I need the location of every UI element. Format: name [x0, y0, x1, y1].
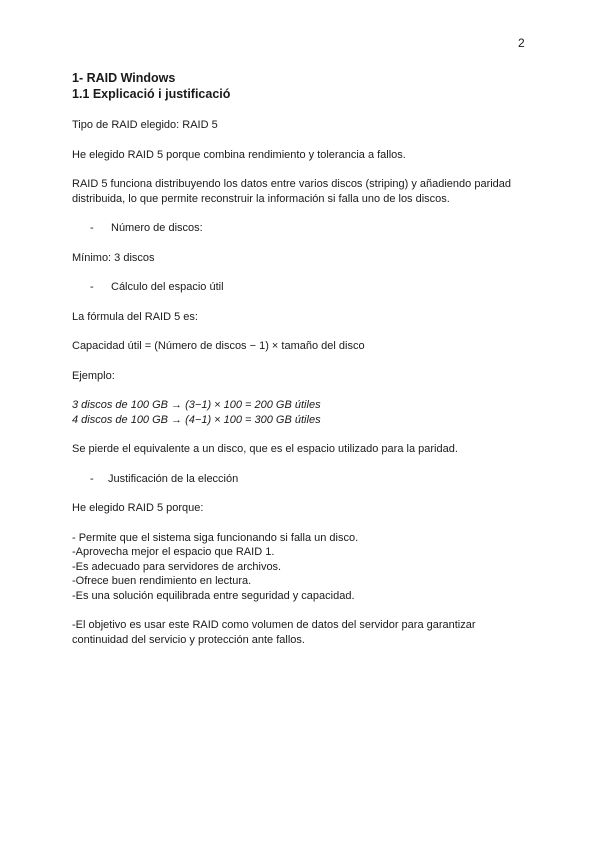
reason-line: He elegido RAID 5 porque combina rendimiento y tolerancia a fallos.	[72, 148, 406, 161]
objective-line-1: -El objetivo es usar este RAID como volumen de datos del servidor para garantizar	[72, 619, 476, 631]
page-number: 2	[518, 36, 525, 50]
bullet-label: Número de discos:	[111, 222, 203, 234]
example-label: Ejemplo:	[72, 369, 115, 382]
bullet-label: Cálculo del espacio útil	[111, 281, 224, 293]
bullet-justification	[72, 472, 542, 487]
description-line-2: distribuida, lo que permite reconstruir la información si falla uno de los discos.	[72, 192, 450, 205]
minimum-line: Mínimo: 3 discos	[72, 251, 155, 264]
reason-item: -Es una solución equilibrada entre seguridad y capacidad.	[72, 589, 355, 602]
bullet-number-of-disks	[72, 221, 542, 236]
formula-intro: La fórmula del RAID 5 es:	[72, 310, 198, 323]
formula-line: Capacidad útil = (Número de discos − 1) × tamaño del disco	[72, 340, 365, 352]
example-line-2: 4 discos de 100 GB → (4−1) × 100 = 300 GB útiles	[72, 413, 321, 426]
description-line-1: RAID 5 funciona distribuyendo los datos entre varios discos (striping) y añadiendo paridad	[72, 178, 512, 190]
bullet-label: Justificación de la elección	[108, 472, 239, 485]
example-line-1: 3 discos de 100 GB → (3−1) × 100 = 200 GB útiles	[72, 399, 321, 411]
bullet-useful-space	[72, 280, 542, 295]
objective-line-2: continuidad del servicio y protección ante fallos.	[72, 633, 305, 646]
bullet-dash: -	[90, 222, 94, 234]
document-body	[72, 70, 542, 647]
subsection-heading: 1.1 Explicació i justificació	[72, 87, 231, 101]
bullet-dash: -	[90, 281, 94, 293]
reason-item: - Permite que el sistema siga funcionando si falla un disco.	[72, 531, 359, 544]
raid-type-line: Tipo de RAID elegido: RAID 5	[72, 119, 218, 131]
reasons-intro: He elegido RAID 5 porque:	[72, 502, 204, 514]
reason-item: -Aprovecha mejor el espacio que RAID 1.	[72, 546, 275, 558]
reason-item: -Ofrece buen rendimiento en lectura.	[72, 575, 252, 587]
bullet-dash: -	[90, 472, 94, 485]
parity-loss-line: Se pierde el equivalente a un disco, que es el espacio utilizado para la paridad.	[72, 443, 458, 455]
section-heading: 1- RAID Windows	[72, 71, 176, 85]
reason-item: -Es adecuado para servidores de archivos.	[72, 560, 282, 573]
